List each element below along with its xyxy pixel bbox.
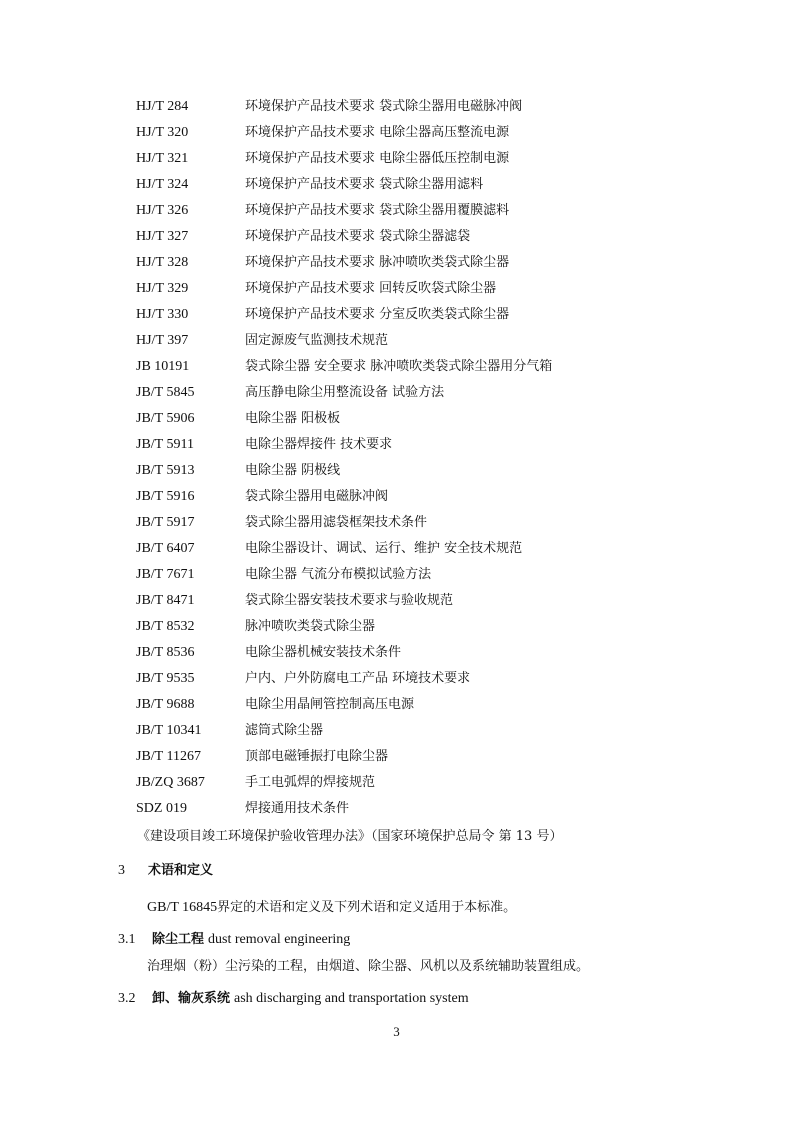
standard-code: HJ/T 326 bbox=[136, 203, 189, 218]
standard-title: 袋式除尘器用滤袋框架技术条件 bbox=[245, 515, 428, 530]
standard-title: 高压静电除尘用整流设备 试验方法 bbox=[245, 385, 445, 400]
term-3-1-definition: 治理烟（粉）尘污染的工程，由烟道、除尘器、风机以及系统辅助装置组成。 bbox=[147, 959, 590, 974]
standard-code: JB/T 6407 bbox=[136, 541, 195, 556]
standard-title: 环境保护产品技术要求 袋式除尘器用覆膜滤料 bbox=[245, 203, 510, 218]
reference-row bbox=[0, 796, 793, 822]
standard-code: HJ/T 324 bbox=[136, 177, 189, 192]
reference-row bbox=[0, 458, 793, 484]
standard-title: 袋式除尘器 安全要求 脉冲喷吹类袋式除尘器用分气箱 bbox=[245, 359, 553, 374]
standard-code: JB/T 5906 bbox=[136, 411, 195, 426]
standard-code: JB/T 5913 bbox=[136, 463, 195, 478]
reference-row bbox=[0, 146, 793, 172]
reference-row bbox=[0, 380, 793, 406]
standard-title: 滤筒式除尘器 bbox=[245, 723, 324, 738]
reference-row bbox=[0, 328, 793, 354]
term-title: 卸、输灰系统 bbox=[152, 991, 231, 1006]
reference-row bbox=[0, 484, 793, 510]
standard-code: HJ/T 321 bbox=[136, 151, 189, 166]
standard-code: JB/ZQ 3687 bbox=[136, 775, 205, 790]
term-3-2-heading bbox=[118, 986, 469, 1012]
standard-code: HJ/T 328 bbox=[136, 255, 189, 270]
reference-row bbox=[0, 224, 793, 250]
reference-row bbox=[0, 744, 793, 770]
standard-code: JB/T 5845 bbox=[136, 385, 195, 400]
term-title: 除尘工程 bbox=[152, 932, 205, 947]
standard-title: 环境保护产品技术要求 袋式除尘器滤袋 bbox=[245, 229, 471, 244]
term-english: ash discharging and transportation system bbox=[234, 991, 469, 1006]
standard-title: 户内、户外防腐电工产品 环境技术要求 bbox=[245, 671, 471, 686]
standard-title: 电除尘器 阴极线 bbox=[245, 463, 341, 478]
reference-row bbox=[0, 250, 793, 276]
reference-row bbox=[0, 666, 793, 692]
reference-row bbox=[0, 536, 793, 562]
standard-code: HJ/T 330 bbox=[136, 307, 189, 322]
reference-row bbox=[0, 640, 793, 666]
reference-row bbox=[0, 276, 793, 302]
standard-title: 环境保护产品技术要求 袋式除尘器用电磁脉冲阀 bbox=[245, 99, 523, 114]
standard-code: HJ/T 397 bbox=[136, 333, 189, 348]
term-number: 3.2 bbox=[118, 991, 136, 1006]
standard-code: JB/T 8532 bbox=[136, 619, 195, 634]
standard-title: 环境保护产品技术要求 脉冲喷吹类袋式除尘器 bbox=[245, 255, 510, 270]
page-number: 3 bbox=[393, 1024, 400, 1039]
standard-title: 环境保护产品技术要求 分室反吹类袋式除尘器 bbox=[245, 307, 510, 322]
standard-title: 袋式除尘器安装技术要求与验收规范 bbox=[245, 593, 454, 608]
section-number: 3 bbox=[118, 863, 125, 878]
standard-title: 环境保护产品技术要求 电除尘器高压整流电源 bbox=[245, 125, 510, 140]
standard-title: 脉冲喷吹类袋式除尘器 bbox=[245, 619, 376, 634]
standard-code: JB/T 8536 bbox=[136, 645, 195, 660]
standard-code: HJ/T 329 bbox=[136, 281, 189, 296]
reference-row bbox=[0, 432, 793, 458]
reference-row bbox=[0, 692, 793, 718]
reference-row bbox=[0, 172, 793, 198]
standard-title: 焊接通用技术条件 bbox=[245, 801, 350, 816]
standard-title: 电除尘用晶闸管控制高压电源 bbox=[245, 697, 415, 712]
standard-code: JB/T 5916 bbox=[136, 489, 195, 504]
standard-title: 手工电弧焊的焊接规范 bbox=[245, 775, 376, 790]
standard-title: 环境保护产品技术要求 回转反吹袋式除尘器 bbox=[245, 281, 497, 296]
section-3-intro bbox=[147, 895, 516, 921]
reference-row bbox=[0, 562, 793, 588]
term-english: dust removal engineering bbox=[208, 932, 351, 947]
section-title: 术语和定义 bbox=[148, 863, 214, 878]
reference-row bbox=[0, 588, 793, 614]
standard-code: JB/T 5911 bbox=[136, 437, 194, 452]
standard-code: JB/T 8471 bbox=[136, 593, 195, 608]
standard-code: HJ/T 320 bbox=[136, 125, 189, 140]
reference-row bbox=[0, 614, 793, 640]
standard-title: 电除尘器机械安装技术条件 bbox=[245, 645, 402, 660]
reference-row bbox=[0, 510, 793, 536]
standard-title: 固定源废气监测技术规范 bbox=[245, 333, 389, 348]
standard-title: 电除尘器 气流分布模拟试验方法 bbox=[245, 567, 432, 582]
standard-title: 顶部电磁锤振打电除尘器 bbox=[245, 749, 389, 764]
standard-code: GB/T 16845 bbox=[147, 900, 218, 915]
reference-row bbox=[0, 198, 793, 224]
standard-code: HJ/T 284 bbox=[136, 99, 189, 114]
term-number: 3.1 bbox=[118, 932, 136, 947]
law-reference: 《建设项目竣工环境保护验收管理办法》（国家环境保护总局令 第 13 号） bbox=[137, 829, 563, 844]
standard-code: JB 10191 bbox=[136, 359, 190, 374]
reference-row bbox=[0, 406, 793, 432]
reference-row bbox=[0, 120, 793, 146]
normative-reference-list bbox=[0, 94, 793, 822]
standard-title: 环境保护产品技术要求 袋式除尘器用滤料 bbox=[245, 177, 484, 192]
standard-title: 环境保护产品技术要求 电除尘器低压控制电源 bbox=[245, 151, 510, 166]
standard-code: JB/T 5917 bbox=[136, 515, 195, 530]
reference-row bbox=[0, 770, 793, 796]
standard-title: 电除尘器设计、调试、运行、维护 安全技术规范 bbox=[245, 541, 523, 556]
standard-code: JB/T 9688 bbox=[136, 697, 195, 712]
standard-code: JB/T 11267 bbox=[136, 749, 201, 764]
reference-row bbox=[0, 94, 793, 120]
reference-row bbox=[0, 354, 793, 380]
standard-code: JB/T 9535 bbox=[136, 671, 195, 686]
standard-code: SDZ 019 bbox=[136, 801, 187, 816]
standard-title: 电除尘器 阳极板 bbox=[245, 411, 341, 426]
standard-code: JB/T 10341 bbox=[136, 723, 202, 738]
reference-row bbox=[0, 718, 793, 744]
standard-title: 袋式除尘器用电磁脉冲阀 bbox=[245, 489, 389, 504]
standard-code: HJ/T 327 bbox=[136, 229, 189, 244]
term-3-1-heading bbox=[118, 927, 350, 953]
standard-title: 电除尘器焊接件 技术要求 bbox=[245, 437, 393, 452]
section-3-heading bbox=[118, 858, 213, 884]
reference-row bbox=[0, 302, 793, 328]
intro-text: 界定的术语和定义及下列术语和定义适用于本标准。 bbox=[217, 900, 517, 915]
standard-code: JB/T 7671 bbox=[136, 567, 195, 582]
